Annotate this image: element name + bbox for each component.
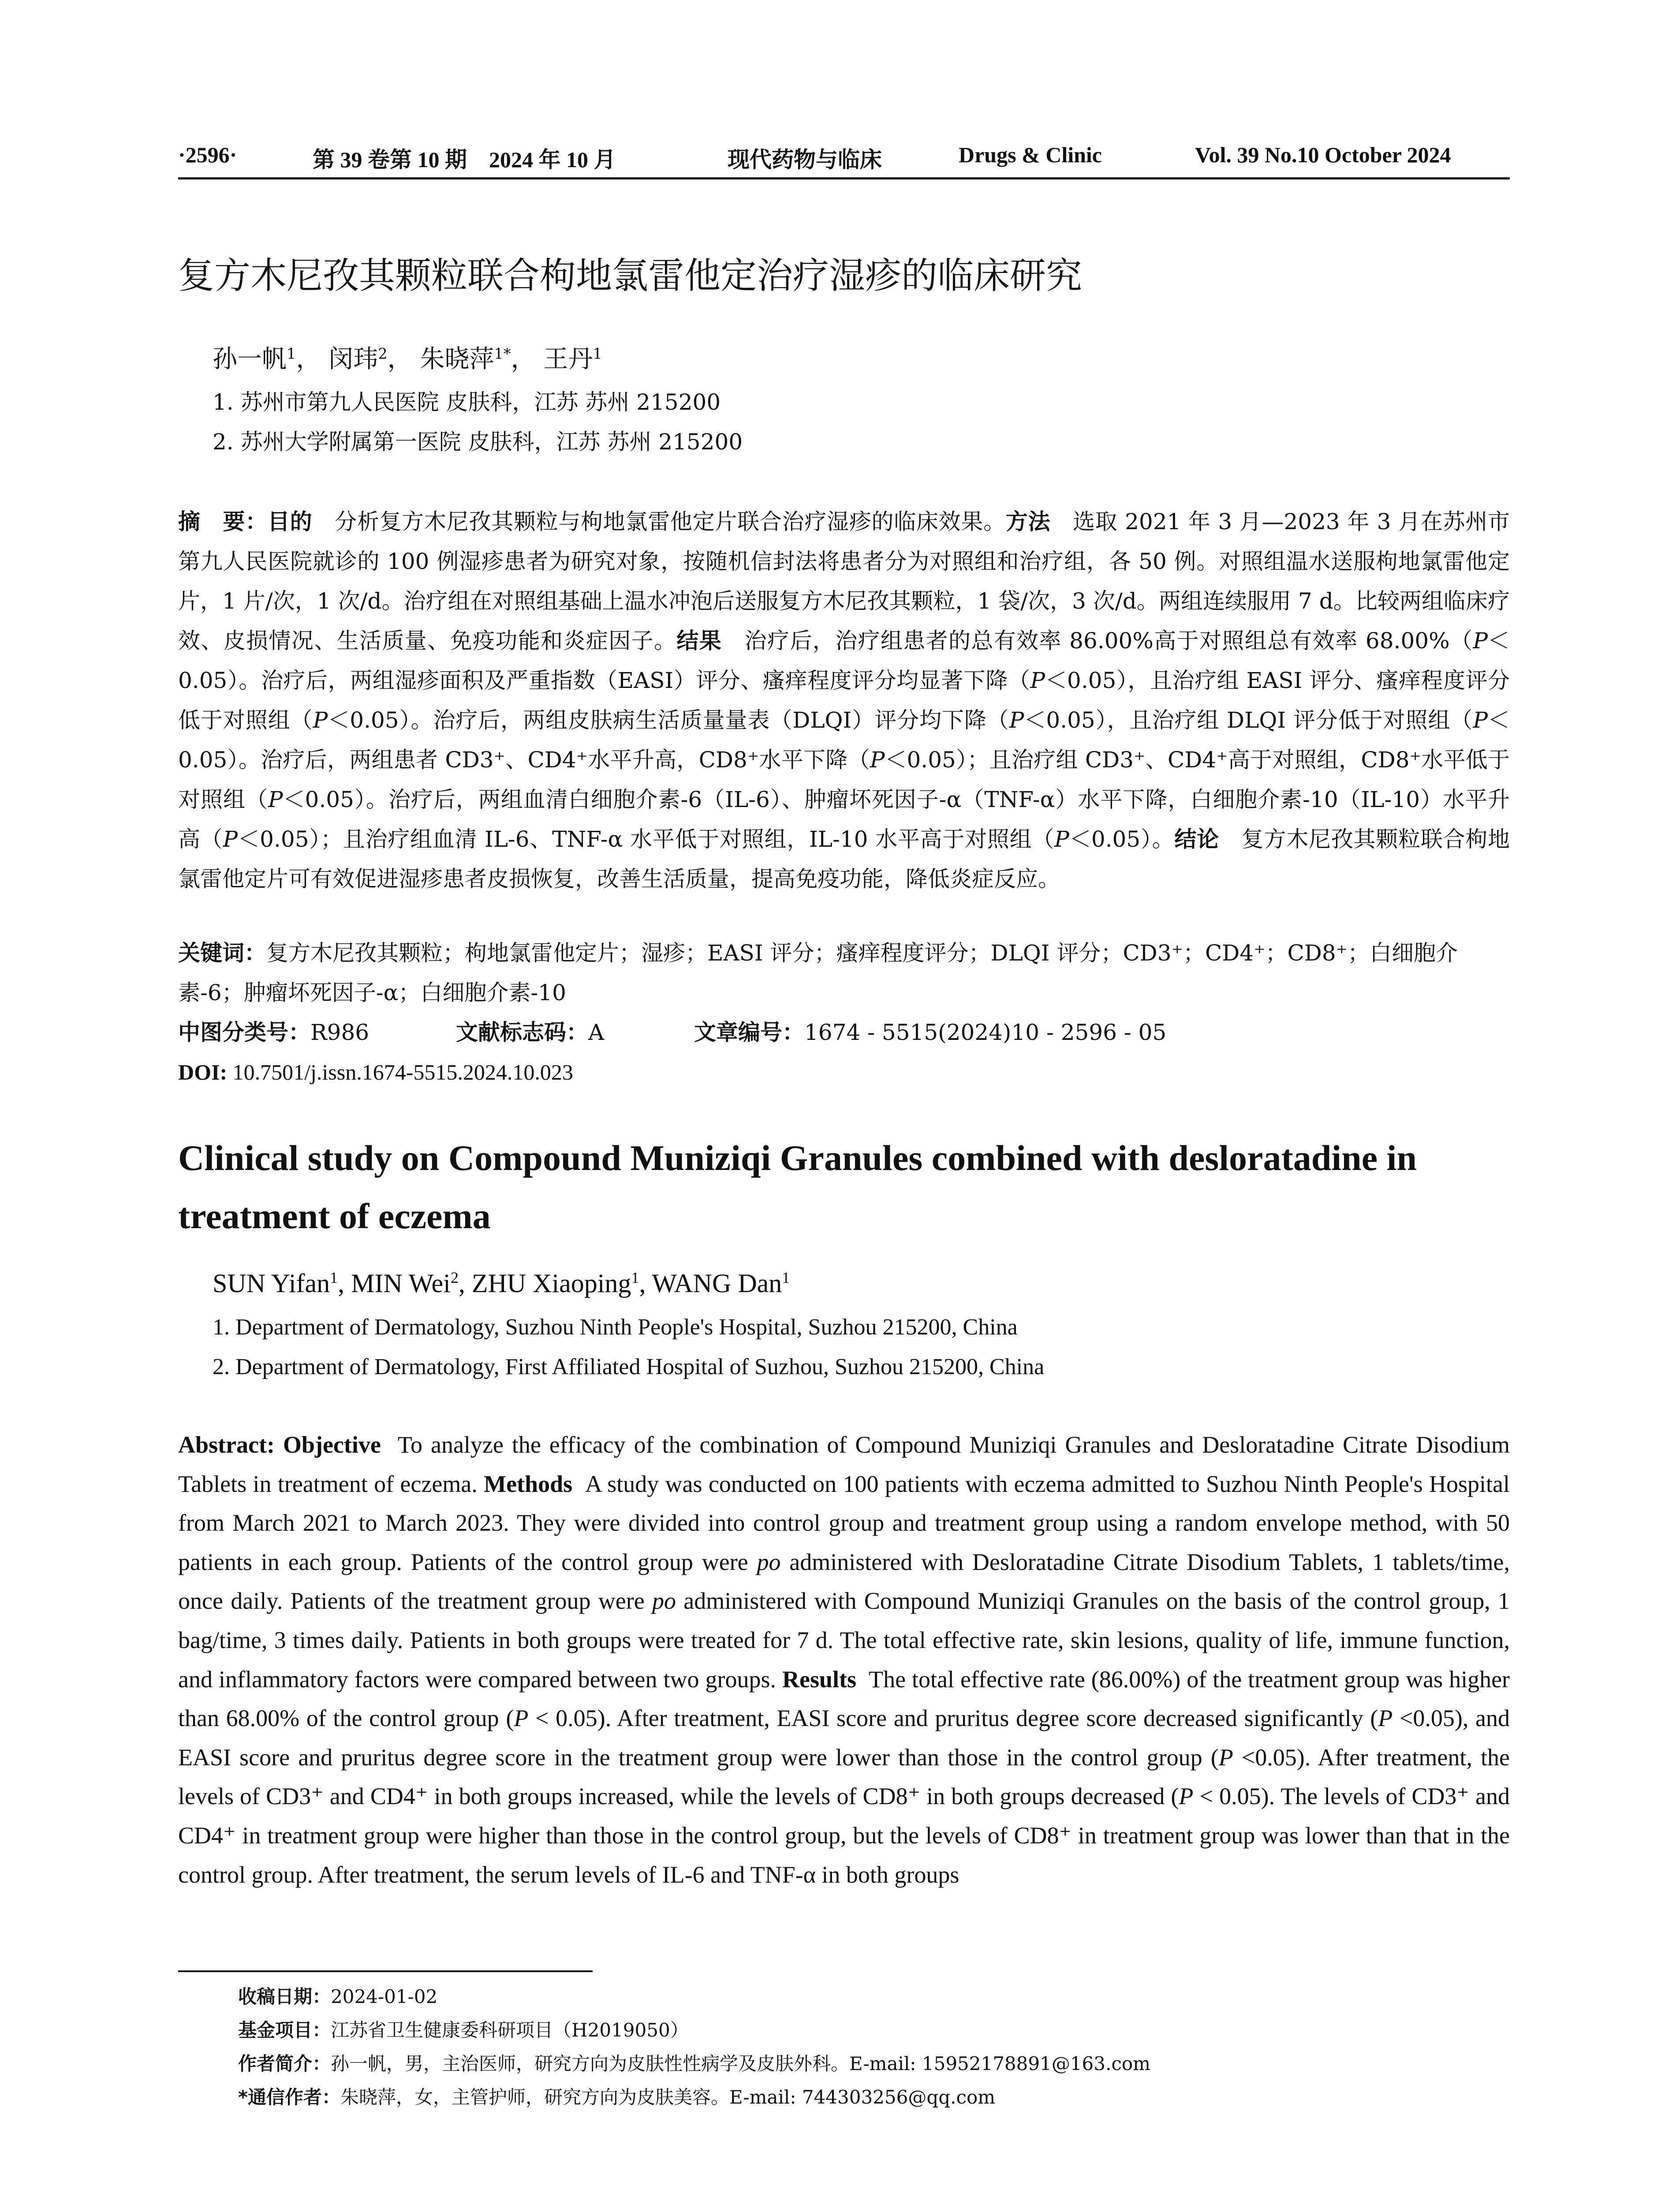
abstract-label: 摘 要： bbox=[178, 509, 268, 534]
p-symbol: P bbox=[1378, 1705, 1393, 1732]
methods-label: Methods bbox=[484, 1470, 573, 1497]
abstract-label: Abstract: bbox=[178, 1431, 275, 1458]
results-text: ＜0.05）。治疗后，两组患者 CD3⁺、CD4⁺水平升高，CD8⁺水平下降（ bbox=[178, 707, 1510, 773]
results-text: The total effective rate (86.00%) of the treatment group was higher than 68.00% of the control group ( bbox=[178, 1666, 1510, 1732]
keywords-cn bbox=[178, 933, 1510, 1013]
conclusion-text: 复方木尼孜其颗粒联合枸地氯雷他定片可有效促进湿疹患者皮损恢复，改善生活质量，提高免疫功能，降低炎症反应。 bbox=[178, 826, 1510, 892]
po-term: po bbox=[652, 1588, 676, 1615]
author-affiliation-mark: 1 bbox=[593, 345, 602, 363]
affiliation-en: 1. Department of Dermatology, Suzhou Ninth People's Hospital, Suzhou 215200, China bbox=[213, 1315, 1018, 1340]
methods-text: administered with Desloratadine Citrate Disodium Tablets, 1 tablets/time, once daily. Patients of the treatment group were bbox=[178, 1548, 1510, 1615]
abstract-cn bbox=[178, 502, 1510, 899]
results-text: <0.05). After treatment, the levels of CD3⁺ and CD4⁺ in both groups increased, while the levels of CD8⁺ in both groups decreased ( bbox=[178, 1744, 1510, 1810]
p-symbol: P bbox=[1054, 826, 1069, 852]
author-affiliation-mark: 1 bbox=[330, 1269, 338, 1286]
author-affiliation-mark: 2 bbox=[378, 345, 388, 363]
author-name: 孙一帆 bbox=[213, 345, 287, 374]
affiliation-cn: 1. 苏州市第九人民医院 皮肤科，江苏 苏州 215200 bbox=[213, 389, 721, 415]
doc-code-value: A bbox=[588, 1020, 605, 1045]
results-text: ＜0.05），且治疗组 EASI 评分、瘙痒程度评分低于对照组（ bbox=[178, 668, 1510, 733]
clc-label: 中图分类号： bbox=[178, 1020, 310, 1045]
author-list-cn bbox=[213, 340, 602, 375]
running-header bbox=[178, 142, 1510, 179]
results-text: < 0.05). After treatment, EASI score and pruritus degree score decreased significantly ( bbox=[528, 1705, 1378, 1732]
footnote-label: *通信作者： bbox=[238, 2086, 340, 2108]
author-affiliation-mark: 2 bbox=[450, 1269, 459, 1286]
footnote-label: 作者简介： bbox=[238, 2053, 331, 2074]
po-term: po bbox=[757, 1548, 781, 1575]
footnote-author-bio bbox=[238, 2047, 1150, 2081]
p-symbol: P bbox=[1030, 668, 1045, 693]
results-text: ＜0.05），且治疗组 DLQI 评分低于对照组（ bbox=[1024, 707, 1473, 733]
author-affiliation-mark: 1* bbox=[494, 345, 511, 363]
results-text: ＜0.05）。治疗后，两组湿疹面积及严重指数（EASI）评分、瘙痒程度评分均显著下降（ bbox=[178, 628, 1510, 693]
author-separator: ， bbox=[387, 345, 412, 374]
author-separator: , bbox=[338, 1269, 351, 1298]
results-text: <0.05), and EASI score and pruritus degree score in the treatment group were lower than those in the control group ( bbox=[178, 1705, 1510, 1771]
p-symbol: P bbox=[514, 1705, 529, 1732]
methods-text: 选取 2021 年 3 月—2023 年 3 月在苏州市第九人民医院就诊的 100 例湿疹患者为研究对象，按随机信封法将患者分为对照组和治疗组，各 50 例。对照组温水送服枸地氯雷他定片，1 片/次，1 次/d。治疗组在对照组基础上温水冲泡后送服复方木尼孜其颗粒，1 袋/次，3 次/d。两组连续服用 7 d。比较两组临床疗效、皮损情况、生活质量、免疫功能和炎症因子。 bbox=[178, 509, 1510, 654]
author-separator: , bbox=[458, 1269, 472, 1298]
footnote-received bbox=[238, 1980, 1150, 2014]
author-name: MIN Wei bbox=[351, 1269, 451, 1298]
footnote-text: 2024-01-02 bbox=[331, 1986, 438, 2007]
article-number-value: 1674 - 5515(2024)10 - 2596 - 05 bbox=[804, 1020, 1167, 1045]
author-separator: , bbox=[639, 1269, 652, 1298]
author-name: WANG Dan bbox=[652, 1269, 782, 1298]
affiliation-en: 2. Department of Dermatology, First Affiliated Hospital of Suzhou, Suzhou 215200, China bbox=[213, 1354, 1045, 1379]
methods-label: 方法 bbox=[1005, 509, 1051, 534]
results-label: 结果 bbox=[676, 628, 722, 654]
issue-cn: 第 39 卷第 10 期 2024 年 10 月 bbox=[313, 147, 616, 172]
p-symbol: P bbox=[1009, 707, 1024, 733]
author-separator: ， bbox=[511, 345, 536, 374]
p-symbol: P bbox=[870, 747, 885, 773]
author-affiliation-mark: 1 bbox=[782, 1269, 790, 1286]
p-symbol: P bbox=[1473, 628, 1488, 654]
footnote-fund bbox=[238, 2014, 1150, 2047]
objective-text: To analyze the efficacy of the combination of Compound Muniziqi Granules and Desloratadine Citrate Disodium Tablets in treatment of eczema. bbox=[178, 1431, 1510, 1497]
keywords-label: 关键词： bbox=[178, 940, 266, 966]
results-text: 治疗后，治疗组患者的总有效率 86.00%高于对照组总有效率 68.00%（ bbox=[722, 628, 1473, 654]
p-symbol: P bbox=[1179, 1783, 1194, 1810]
p-symbol: P bbox=[223, 826, 238, 852]
journal-name-en: Drugs & Clinic bbox=[959, 142, 1102, 167]
affiliation-cn: 2. 苏州大学附属第一医院 皮肤科，江苏 苏州 215200 bbox=[213, 429, 743, 455]
objective-label: 目的 bbox=[267, 509, 313, 534]
issue-en: Vol. 39 No.10 October 2024 bbox=[1195, 142, 1451, 167]
author-name: ZHU Xiaoping bbox=[471, 1269, 631, 1298]
footnote-label: 收稿日期： bbox=[238, 1986, 331, 2007]
author-name: SUN Yifan bbox=[213, 1269, 330, 1298]
doi-value: 10.7501/j.issn.1674-5515.2024.10.023 bbox=[232, 1060, 573, 1084]
results-label: Results bbox=[782, 1666, 857, 1693]
p-symbol: P bbox=[1218, 1744, 1233, 1771]
article-number-label: 文章编号： bbox=[694, 1020, 804, 1045]
footnotes bbox=[238, 1980, 1150, 2114]
footnote-text: 孙一帆，男，主治医师，研究方向为皮肤性性病学及皮肤外科。E-mail: 15952178891@163.com bbox=[331, 2053, 1150, 2074]
author-name: 王丹 bbox=[543, 345, 593, 374]
doi-line bbox=[178, 1052, 573, 1092]
author-affiliation-mark: 1 bbox=[631, 1269, 639, 1286]
footnote-label: 基金项目： bbox=[238, 2019, 331, 2041]
p-symbol: P bbox=[268, 787, 283, 812]
article-title-en: Clinical study on Compound Muniziqi Granules combined with desloratadine in treatment of eczema bbox=[178, 1138, 1417, 1236]
author-separator: ， bbox=[296, 345, 321, 374]
results-text: ＜0.05）。治疗后，两组皮肤病生活质量量表（DLQI）评分均下降（ bbox=[328, 707, 1009, 733]
keywords-text: 复方木尼孜其颗粒；枸地氯雷他定片；湿疹；EASI 评分；瘙痒程度评分；DLQI 评分；CD3⁺；CD4⁺；CD8⁺；白细胞介素-6；肿瘤坏死因子-α；白细胞介素-10 bbox=[178, 940, 1458, 1005]
abstract-en bbox=[178, 1425, 1510, 1894]
p-symbol: P bbox=[313, 707, 328, 733]
author-affiliation-mark: 1 bbox=[287, 345, 296, 363]
clc-value: R986 bbox=[310, 1020, 370, 1045]
author-name: 朱晓萍 bbox=[420, 345, 494, 374]
journal-name-cn: 现代药物与临床 bbox=[728, 146, 882, 172]
objective-text: 分析复方木尼孜其颗粒与枸地氯雷他定片联合治疗湿疹的临床效果。 bbox=[312, 509, 1006, 534]
footnote-corresponding bbox=[238, 2081, 1150, 2114]
page-number: ·2596· bbox=[178, 142, 237, 167]
author-name: 闵玮 bbox=[329, 345, 378, 374]
results-text: < 0.05). The levels of CD3⁺ and CD4⁺ in treatment group were higher than those in the control group, but the levels of CD8⁺ in treatment group was lower than that in the control group. After treatment, the serum levels of IL-6 and TNF-α in both groups bbox=[178, 1783, 1510, 1888]
article-title-cn: 复方木尼孜其颗粒联合枸地氯雷他定治疗湿疹的临床研究 bbox=[178, 255, 1083, 297]
doc-code-label: 文献标志码： bbox=[456, 1020, 588, 1045]
results-text: ＜0.05）；且治疗组血清 IL-6、TNF-α 水平低于对照组，IL-10 水平高于对照组（ bbox=[238, 826, 1055, 852]
objective-label: Objective bbox=[283, 1431, 381, 1458]
footnote-text: 江苏省卫生健康委科研项目（H2019050） bbox=[331, 2019, 689, 2041]
p-symbol: P bbox=[1473, 707, 1488, 733]
conclusion-label: 结论 bbox=[1174, 826, 1219, 852]
classification-line bbox=[178, 1013, 1510, 1052]
author-list-en bbox=[213, 1268, 790, 1299]
footnote-rule bbox=[178, 1970, 593, 1972]
methods-text: administered with Compound Muniziqi Granules on the basis of the control group, 1 bag/time, 3 times daily. Patients in both groups were treated for 7 d. The total effective rate, skin lesions, quality of life, immune function, and inflammatory factors were compared between two groups. bbox=[178, 1588, 1510, 1693]
footnote-text: 朱晓萍，女，主管护师，研究方向为皮肤美容。E-mail: 744303256@qq.com bbox=[340, 2086, 996, 2108]
results-text: ＜0.05）。治疗后，两组血清白细胞介素-6（IL-6）、肿瘤坏死因子-α（TNF-α）水平下降，白细胞介素-10（IL-10）水平升高（ bbox=[178, 787, 1510, 852]
methods-text: A study was conducted on 100 patients with eczema admitted to Suzhou Ninth People's Hospital from March 2021 to March 2023. They were divided into control group and treatment group using a random envelope method, with 50 patients in each group. Patients of the control group were bbox=[178, 1470, 1510, 1575]
doi-label: DOI: bbox=[178, 1060, 228, 1084]
results-text: ＜0.05）；且治疗组 CD3⁺、CD4⁺高于对照组，CD8⁺水平低于对照组（ bbox=[178, 747, 1510, 812]
results-text: ＜0.05）。 bbox=[1069, 826, 1175, 852]
